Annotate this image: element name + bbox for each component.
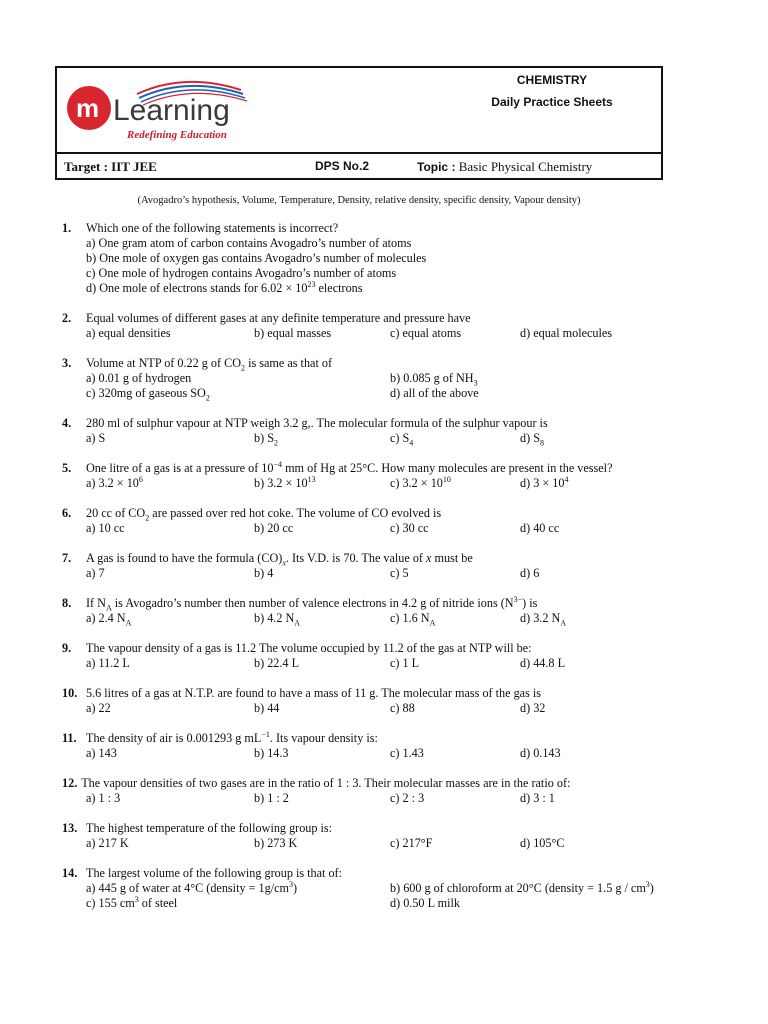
- option-a: a) $3.2 \times 10^6$: [86, 474, 143, 490]
- answer-options: [86, 326, 712, 341]
- option-c: c) One mole of hydrogen contains Avogadro’s number of atoms: [86, 266, 397, 280]
- option-a: a) 0.01 g of hydrogen: [86, 371, 192, 385]
- question-stem: The vapour densities of two gases are in the ratio of 1 : 3. Their molecular masses are in the ratio of:: [81, 776, 571, 790]
- option-b: b) 14.3: [254, 746, 289, 760]
- question-stem: Equal volumes of different gases at any definite temperature and pressure have: [86, 311, 471, 325]
- option-b: b) 22.4 L: [254, 656, 300, 670]
- question-number: 10.: [62, 686, 78, 700]
- option-b: b) equal masses: [254, 326, 332, 340]
- question-number: 9.: [62, 641, 72, 655]
- answer-options: [86, 431, 712, 446]
- answer-options: [86, 746, 712, 761]
- option-b: b) 4.2 $N_A$: [254, 611, 301, 628]
- question-10: [62, 686, 712, 716]
- option-a: a) 7: [86, 566, 105, 580]
- question-12: [62, 776, 712, 806]
- question-stem: If $N_A$ is Avogadro’s number then number of valence electrons in 4.2 g of nitride ions $(N^{3-})$ is: [86, 594, 538, 613]
- question-stem: The highest temperature of the following group is:: [86, 821, 333, 835]
- question-stem: The density of air is 0.001293 g $mL^{-1}$. Its vapour density is:: [86, 729, 378, 745]
- question-stem: The vapour density of a gas is 11.2 The volume occupied by 11.2 of the gas at NTP will be:: [86, 641, 532, 655]
- answer-options: [86, 236, 712, 296]
- option-c: c) 2 : 3: [390, 791, 425, 805]
- option-b: b) $S_2$: [254, 431, 278, 448]
- option-d: d) 0.50 L milk: [390, 896, 460, 910]
- option-c: c) 1.6 $N_A$: [390, 611, 436, 628]
- question-list: [62, 221, 712, 926]
- answer-options: [86, 701, 712, 716]
- option-a: a) 11.2 L: [86, 656, 130, 670]
- option-d: d) 0.143: [520, 746, 561, 760]
- answer-options: [86, 476, 712, 491]
- answer-options: [86, 836, 712, 851]
- option-a: a) 10 cc: [86, 521, 125, 535]
- option-d: d) 6: [520, 566, 540, 580]
- option-c: c) $S_4$: [390, 431, 414, 448]
- topics-subtitle: (Avogadro’s hypothesis, Volume, Temperature, Density, relative density, specific density, Vapour density): [137, 195, 581, 206]
- option-c: c) 217°F: [390, 836, 433, 850]
- question-number: 4.: [62, 416, 72, 430]
- option-a: a) One gram atom of carbon contains Avogadro’s number of atoms: [86, 236, 412, 250]
- question-number: 13.: [62, 821, 78, 835]
- option-c: c) $3.2 \times 10^{10}$: [390, 474, 451, 490]
- question-number: 12.: [62, 776, 78, 790]
- option-b: b) 1 : 2: [254, 791, 289, 805]
- answer-options: [86, 881, 712, 911]
- question-number: 2.: [62, 311, 72, 325]
- option-c: c) equal atoms: [390, 326, 462, 340]
- option-d: d) One mole of electrons stands for $6.02 \times 10^{23}$ electrons: [86, 279, 363, 295]
- question-stem: A gas is found to have the formula $(CO)_x$. Its V.D. is 70. The value of x must be: [86, 551, 473, 568]
- question-stem: One litre of a gas is at a pressure of $10^{-4}$ mm of Hg at 25°C. How many molecules are present in the vessel?: [86, 459, 613, 475]
- question-stem: Volume at NTP of 0.22 g of $CO_2$ is same as that of: [86, 356, 333, 373]
- target-label: Target : IIT JEE: [64, 159, 157, 174]
- option-d: d) 3 : 1: [520, 791, 555, 805]
- option-d: d) 40 cc: [520, 521, 560, 535]
- question-8: [62, 596, 712, 626]
- logo-tagline: Redefining Education: [127, 129, 227, 141]
- question-stem: The largest volume of the following group is that of:: [86, 866, 343, 880]
- question-number: 7.: [62, 551, 72, 565]
- question-number: 6.: [62, 506, 72, 520]
- option-d: d) 105°C: [520, 836, 565, 850]
- option-b: b) 44: [254, 701, 280, 715]
- topic-value: Basic Physical Chemistry: [458, 159, 593, 174]
- question-2: [62, 311, 712, 341]
- option-a: a) equal densities: [86, 326, 171, 340]
- question-14: [62, 866, 712, 911]
- question-number: 8.: [62, 596, 72, 610]
- option-c: c) 320mg of gaseous $SO_2$: [86, 386, 210, 403]
- subject-title: CHEMISTRY: [516, 73, 588, 87]
- option-c: c) 1.43: [390, 746, 424, 760]
- option-b: b) 20 cc: [254, 521, 294, 535]
- question-stem: Which one of the following statements is incorrect?: [86, 221, 339, 235]
- question-stem: 5.6 litres of a gas at N.T.P. are found to have a mass of 11 g. The molecular mass of the gas is: [86, 686, 541, 700]
- option-d: d) 32: [520, 701, 546, 715]
- option-a: a) S: [86, 431, 106, 445]
- logo-initial: m: [76, 93, 100, 123]
- topic-label: Topic :: [417, 160, 456, 174]
- question-number: 11.: [62, 731, 77, 745]
- logo-wordmark: Learning: [113, 94, 230, 127]
- question-number: 5.: [62, 461, 72, 475]
- option-c: c) 30 cc: [390, 521, 429, 535]
- option-a: a) 445 g of water at 4°C (density = $1g/cm^3$): [86, 879, 298, 895]
- question-13: [62, 821, 712, 851]
- question-7: [62, 551, 712, 581]
- option-b: b) One mole of oxygen gas contains Avogadro’s number of molecules: [86, 251, 427, 265]
- option-b: b) $3.2 \times 10^{13}$: [254, 474, 316, 490]
- question-number: 14.: [62, 866, 78, 880]
- answer-options: [86, 611, 712, 626]
- option-c: c) 88: [390, 701, 415, 715]
- question-number: 1.: [62, 221, 72, 235]
- answer-options: [86, 791, 712, 806]
- option-c: c) 1 L: [390, 656, 420, 670]
- question-5: [62, 461, 712, 491]
- dps-number: DPS No.2: [315, 159, 370, 173]
- question-stem: 280 ml of sulphur vapour at NTP weigh 3.2 g,. The molecular formula of the sulphur vapour is: [86, 416, 548, 430]
- question-6: [62, 506, 712, 536]
- option-d: d) all of the above: [390, 386, 479, 400]
- question-11: [62, 731, 712, 761]
- mlearning-logo: [65, 74, 255, 146]
- option-b: b) 600 g of chloroform at 20°C (density = 1.5 g / $cm^3$): [390, 879, 654, 895]
- question-stem: 20 cc of $CO_2$ are passed over red hot coke. The volume of CO evolved is: [86, 506, 442, 523]
- answer-options: [86, 566, 712, 581]
- option-a: a) 143: [86, 746, 117, 760]
- answer-options: [86, 521, 712, 536]
- answer-options: [86, 656, 712, 671]
- question-1: [62, 221, 712, 296]
- option-c: c) 155 $cm^3$ of steel: [86, 894, 178, 910]
- option-b: b) 273 K: [254, 836, 298, 850]
- option-a: a) 2.4 $N_A$: [86, 611, 132, 628]
- option-b: b) 0.085 g of $NH_3$: [390, 371, 478, 388]
- header-divider: [57, 152, 661, 154]
- header-box: [55, 66, 663, 180]
- question-9: [62, 641, 712, 671]
- option-d: d) 3.2 $N_A$: [520, 611, 567, 628]
- option-a: a) 1 : 3: [86, 791, 121, 805]
- option-a: a) 217 K: [86, 836, 129, 850]
- option-d: d) 44.8 L: [520, 656, 566, 670]
- option-b: b) 4: [254, 566, 274, 580]
- topic-line: [417, 159, 592, 175]
- answer-options: [86, 371, 712, 401]
- question-3: [62, 356, 712, 401]
- option-a: a) 22: [86, 701, 111, 715]
- question-number: 3.: [62, 356, 72, 370]
- option-d: d) $3 \times 10^4$: [520, 474, 569, 490]
- question-4: [62, 416, 712, 446]
- option-d: d) equal molecules: [520, 326, 613, 340]
- option-d: d) $S_8$: [520, 431, 544, 448]
- sheet-title: Daily Practice Sheets: [491, 95, 613, 109]
- option-c: c) 5: [390, 566, 409, 580]
